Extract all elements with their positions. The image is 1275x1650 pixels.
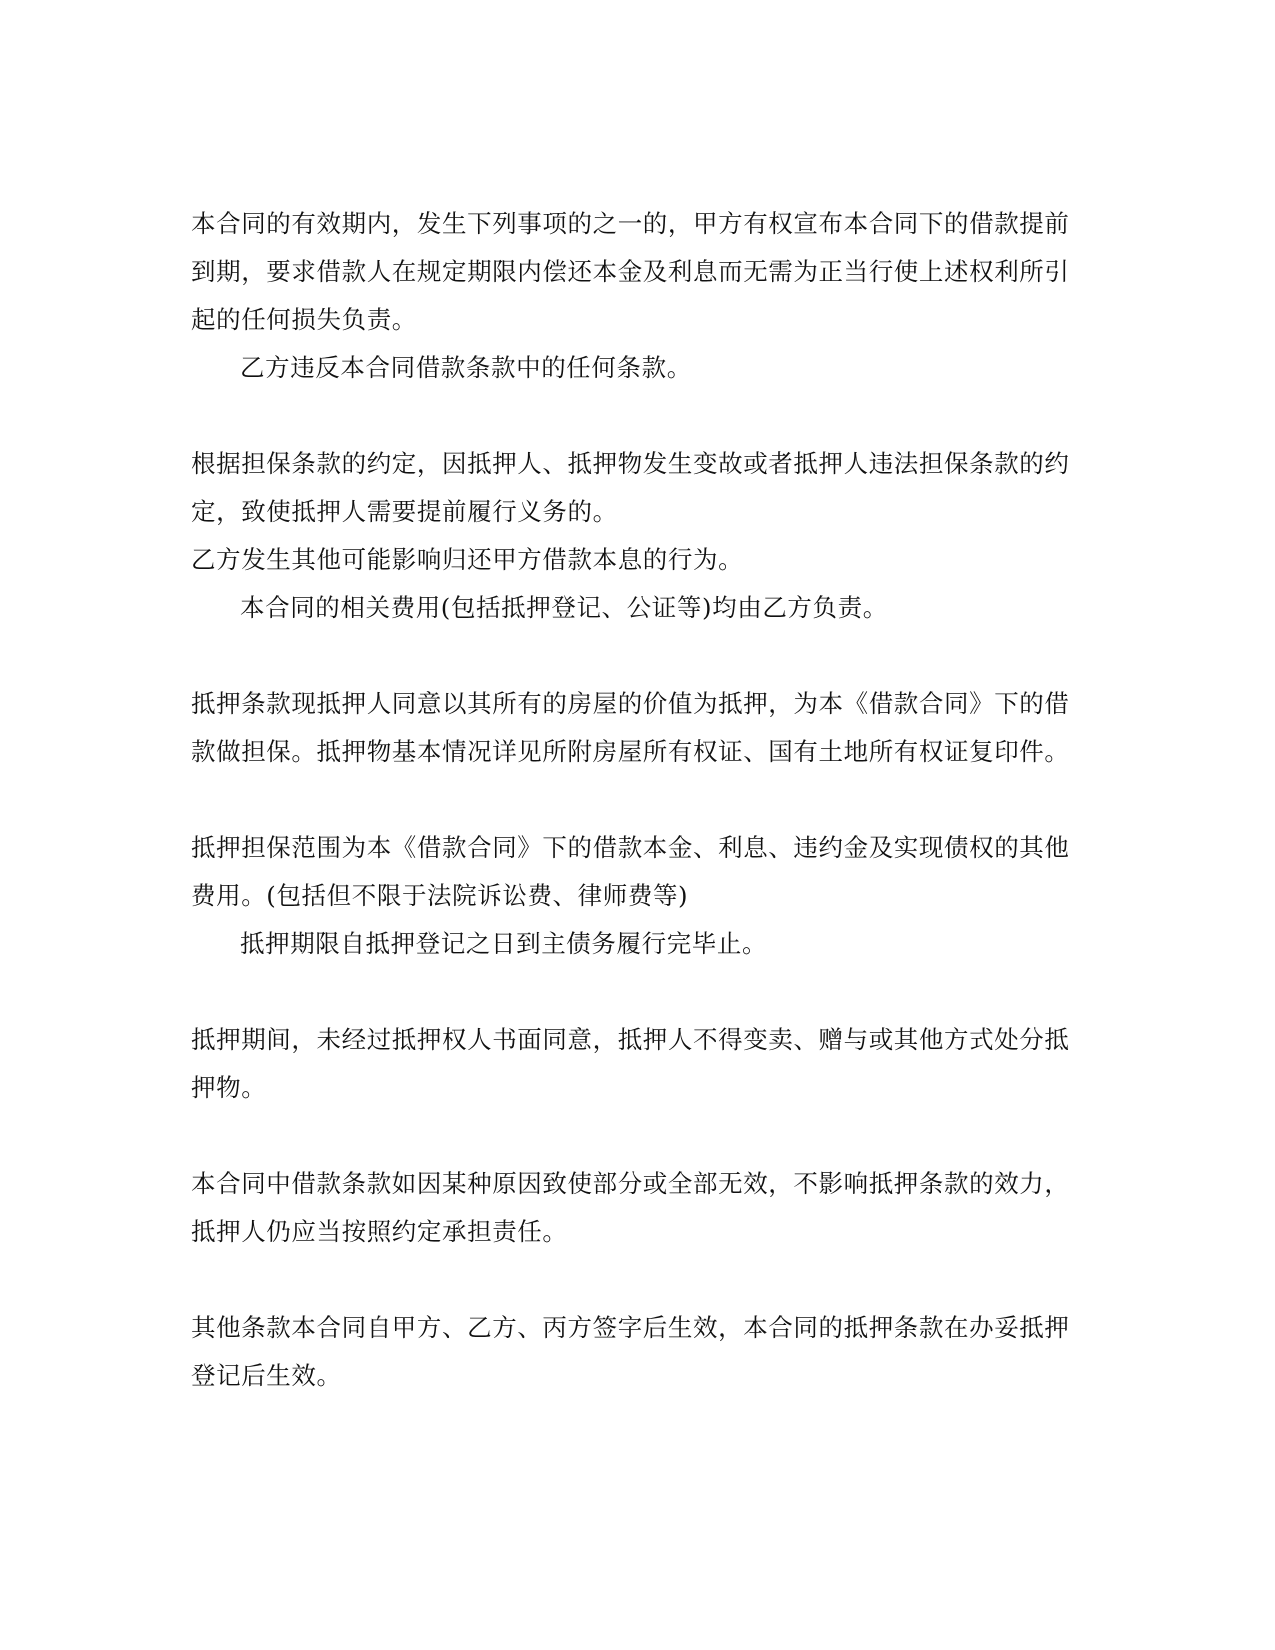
paragraph-breach-clause: 乙方违反本合同借款条款中的任何条款。 (240, 353, 692, 382)
document-body (191, 200, 1071, 1400)
paragraph-mortgage-scope: 抵押担保范围为本《借款合同》下的借款本金、利息、违约金及实现债权的其他费用。(包括但不限于法院诉讼费、律师费等) (191, 833, 1070, 910)
paragraph-early-maturity: 本合同的有效期内，发生下列事项的之一的，甲方有权宣布本合同下的借款提前到期，要求借款人在规定期限内偿还本金及利息而无需为正当行使上述权利所引起的任何损失负责。 (191, 209, 1070, 334)
paragraph-mortgage-term: 抵押期限自抵押登记之日到主债务履行完毕止。 (240, 929, 768, 958)
paragraph-effective: 其他条款本合同自甲方、乙方、丙方签字后生效，本合同的抵押条款在办妥抵押登记后生效。 (191, 1313, 1070, 1390)
paragraph-mortgage-clause: 抵押条款现抵押人同意以其所有的房屋的价值为抵押，为本《借款合同》下的借款做担保。抵押物基本情况详见所附房屋所有权证、国有土地所有权证复印件。 (191, 689, 1070, 766)
paragraph-other-behavior: 乙方发生其他可能影响归还甲方借款本息的行为。 (191, 545, 744, 574)
paragraph-fees: 本合同的相关费用(包括抵押登记、公证等)均由乙方负责。 (240, 593, 888, 622)
paragraph-validity: 本合同中借款条款如因某种原因致使部分或全部无效，不影响抵押条款的效力，抵押人仍应当按照约定承担责任。 (191, 1169, 1070, 1246)
paragraph-mortgage-restriction: 抵押期间，未经过抵押权人书面同意，抵押人不得变卖、赠与或其他方式处分抵押物。 (191, 1025, 1070, 1102)
paragraph-guarantee-change: 根据担保条款的约定，因抵押人、抵押物发生变故或者抵押人违法担保条款的约定，致使抵押人需要提前履行义务的。 (191, 449, 1070, 526)
